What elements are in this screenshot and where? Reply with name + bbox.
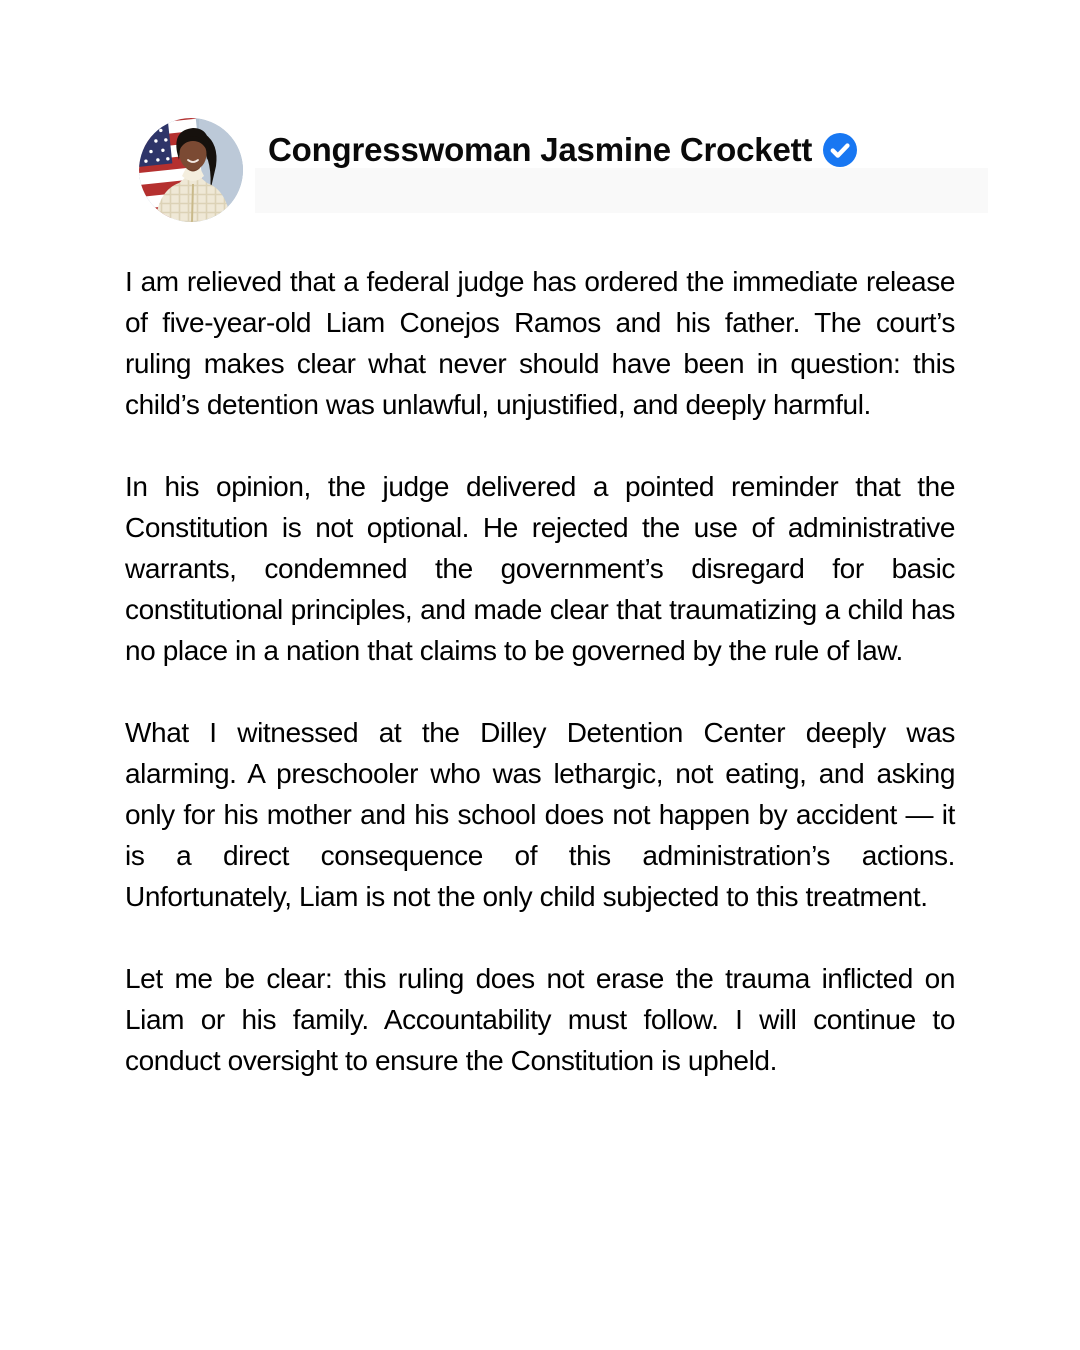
- paragraph-2: In his opinion, the judge delivered a pointed reminder that the Constitution is not optional. He rejected the use of administrative warrants, condemned the government’s disregard for basic constitutional principles, and made clear that traumatizing a child has no place in a nation that claims to be governed by the rule of law.: [125, 471, 955, 666]
- verified-badge-icon: [823, 133, 857, 167]
- post-text: [125, 261, 955, 1081]
- paragraph-4: Let me be clear: this ruling does not erase the trauma inflicted on Liam or his family. Accountability must follow. I will continue to conduct oversight to ensure the Constitution is upheld.: [125, 963, 955, 1076]
- profile-name[interactable]: Congresswoman Jasmine Crockett: [268, 131, 813, 168]
- profile-header: [268, 130, 857, 170]
- paragraph-3: What I witnessed at the Dilley Detention Center deeply was alarming. A preschooler who was lethargic, not eating, and asking only for his mother and his school does not happen by accident — it is a direct consequence of this administration’s actions. Unfortunately, Liam is not the only child subjected to this treatment.: [125, 717, 955, 912]
- profile-avatar[interactable]: [139, 118, 243, 222]
- paragraph-1: I am relieved that a federal judge has ordered the immediate release of five-year-old Liam Conejos Ramos and his father. The court’s ruling makes clear what never should have been in question: this child’s detention was unlawful, unjustified, and deeply harmful.: [125, 266, 955, 420]
- avatar-image: [139, 118, 243, 222]
- header-background-band: [255, 168, 988, 213]
